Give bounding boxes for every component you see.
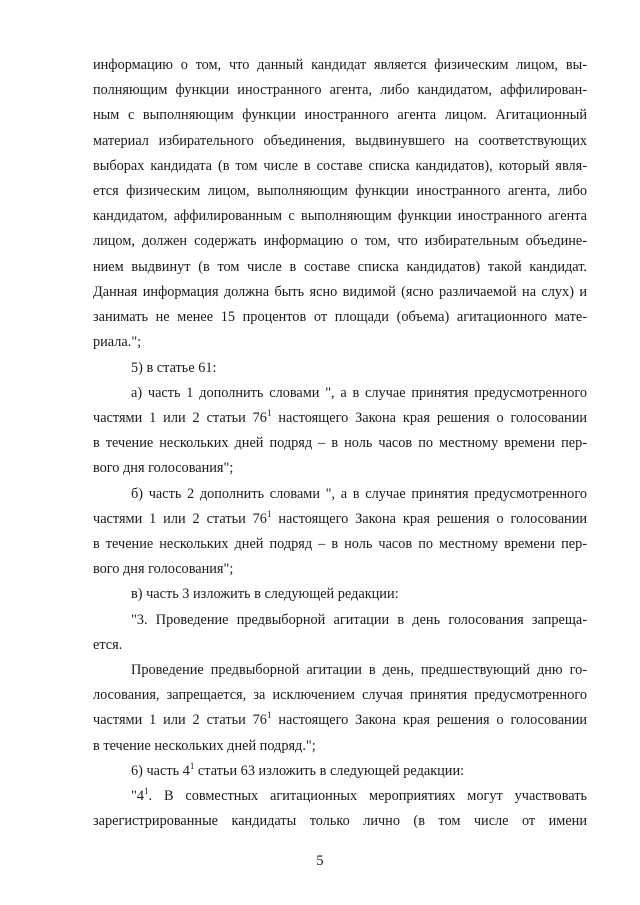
text-segment: ется. bbox=[93, 637, 123, 653]
text-segment: настоящего Закона края решения о голосовании bbox=[271, 410, 587, 426]
page-number: 5 bbox=[316, 853, 324, 869]
text-segment: 6) часть 4 bbox=[131, 763, 190, 779]
text-segment: Проведение предвыборной агитации в день, предшествующий дню го- bbox=[131, 662, 587, 678]
text-segment: Данная информация должна быть ясно видимой (ясно различаемой на слух) и bbox=[93, 284, 587, 300]
superscript: 1 bbox=[144, 786, 149, 796]
text-line bbox=[131, 584, 587, 604]
text-line bbox=[93, 811, 587, 831]
superscript: 1 bbox=[266, 408, 272, 418]
text-line bbox=[93, 206, 587, 226]
text-line bbox=[131, 660, 587, 680]
text-line bbox=[93, 105, 587, 125]
text-line bbox=[131, 484, 587, 504]
text-line bbox=[93, 408, 587, 428]
text-line bbox=[93, 131, 587, 151]
superscript: 1 bbox=[189, 761, 195, 771]
text-line bbox=[93, 458, 587, 478]
text-segment: информацию о том, что данный кандидат является физическим лицом, вы- bbox=[93, 57, 587, 73]
text-line bbox=[93, 635, 587, 655]
text-line bbox=[131, 761, 587, 781]
text-segment: настоящего Закона края решения о голосовании bbox=[271, 712, 587, 728]
text-segment: материал избирательного объединения, выдвинувшего на соответствующих bbox=[93, 133, 587, 149]
text-segment: вого дня голосования"; bbox=[93, 561, 234, 577]
text-line bbox=[93, 156, 587, 176]
text-line bbox=[93, 736, 587, 756]
text-segment: занимать не менее 15 процентов от площади (объема) агитационного мате- bbox=[93, 309, 587, 325]
text-line bbox=[93, 332, 587, 352]
text-segment: . В совместных агитационных мероприятиях могут участвовать bbox=[148, 788, 587, 804]
text-line bbox=[93, 55, 587, 75]
text-segment: статьи 63 изложить в следующей редакции: bbox=[194, 763, 465, 779]
text-line bbox=[131, 383, 587, 403]
text-segment: в течение нескольких дней подряд – в ноль часов по местному времени пер- bbox=[93, 536, 587, 552]
text-segment: кандидатом, аффилированным с выполняющим функции иностранного агента bbox=[93, 208, 587, 224]
text-line bbox=[131, 610, 587, 630]
text-line bbox=[93, 181, 587, 201]
text-segment: 5) в статье 61: bbox=[131, 360, 217, 376]
text-segment: "4 bbox=[131, 788, 144, 804]
text-line bbox=[93, 433, 587, 453]
text-segment: в течение нескольких дней подряд – в ноль часов по местному времени пер- bbox=[93, 435, 587, 451]
text-line bbox=[93, 685, 587, 705]
text-segment: "3. Проведение предвыборной агитации в день голосования запреща- bbox=[131, 612, 587, 628]
text-segment: а) часть 1 дополнить словами ", а в случае принятия предусмотренного bbox=[131, 385, 587, 401]
text-segment: частями 1 или 2 статьи 76 bbox=[93, 511, 267, 527]
text-segment: частями 1 или 2 статьи 76 bbox=[93, 712, 267, 728]
text-segment: зарегистрированные кандидаты только лично (в том числе от имени bbox=[93, 813, 587, 829]
text-segment: нием выдвинут (в том числе в составе списка кандидатов) такой кандидат. bbox=[93, 259, 587, 275]
text-segment: в) часть 3 изложить в следующей редакции: bbox=[131, 586, 399, 602]
superscript: 1 bbox=[266, 509, 272, 519]
text-segment: лицом, должен содержать информацию о том, что избирательным объедине- bbox=[93, 233, 587, 249]
text-line bbox=[93, 80, 587, 100]
text-segment: лосования, запрещается, за исключением случая принятия предусмотренного bbox=[93, 687, 587, 703]
text-line bbox=[93, 307, 587, 327]
text-line bbox=[131, 358, 587, 378]
text-segment: частями 1 или 2 статьи 76 bbox=[93, 410, 267, 426]
text-line bbox=[93, 710, 587, 730]
text-segment: настоящего Закона края решения о голосовании bbox=[271, 511, 587, 527]
text-segment: ным с выполняющим функции иностранного агента лицом. Агитационный bbox=[93, 107, 587, 123]
superscript: 1 bbox=[266, 710, 272, 720]
text-segment: полняющим функции иностранного агента, либо кандидатом, аффилирован- bbox=[93, 82, 587, 98]
text-segment: ется физическим лицом, выполняющим функции иностранного агента, либо bbox=[93, 183, 587, 199]
text-line bbox=[131, 786, 587, 806]
text-line bbox=[93, 231, 587, 251]
text-line bbox=[93, 534, 587, 554]
text-line bbox=[93, 559, 587, 579]
text-line bbox=[93, 509, 587, 529]
text-segment: риала."; bbox=[93, 334, 142, 350]
text-segment: вого дня голосования"; bbox=[93, 460, 234, 476]
text-line bbox=[93, 257, 587, 277]
text-segment: б) часть 2 дополнить словами ", а в случае принятия предусмотренного bbox=[131, 486, 587, 502]
text-segment: в течение нескольких дней подряд."; bbox=[93, 738, 316, 754]
text-segment: выборах кандидата (в том числе в составе списка кандидатов), который явля- bbox=[93, 158, 587, 174]
text-line bbox=[93, 282, 587, 302]
